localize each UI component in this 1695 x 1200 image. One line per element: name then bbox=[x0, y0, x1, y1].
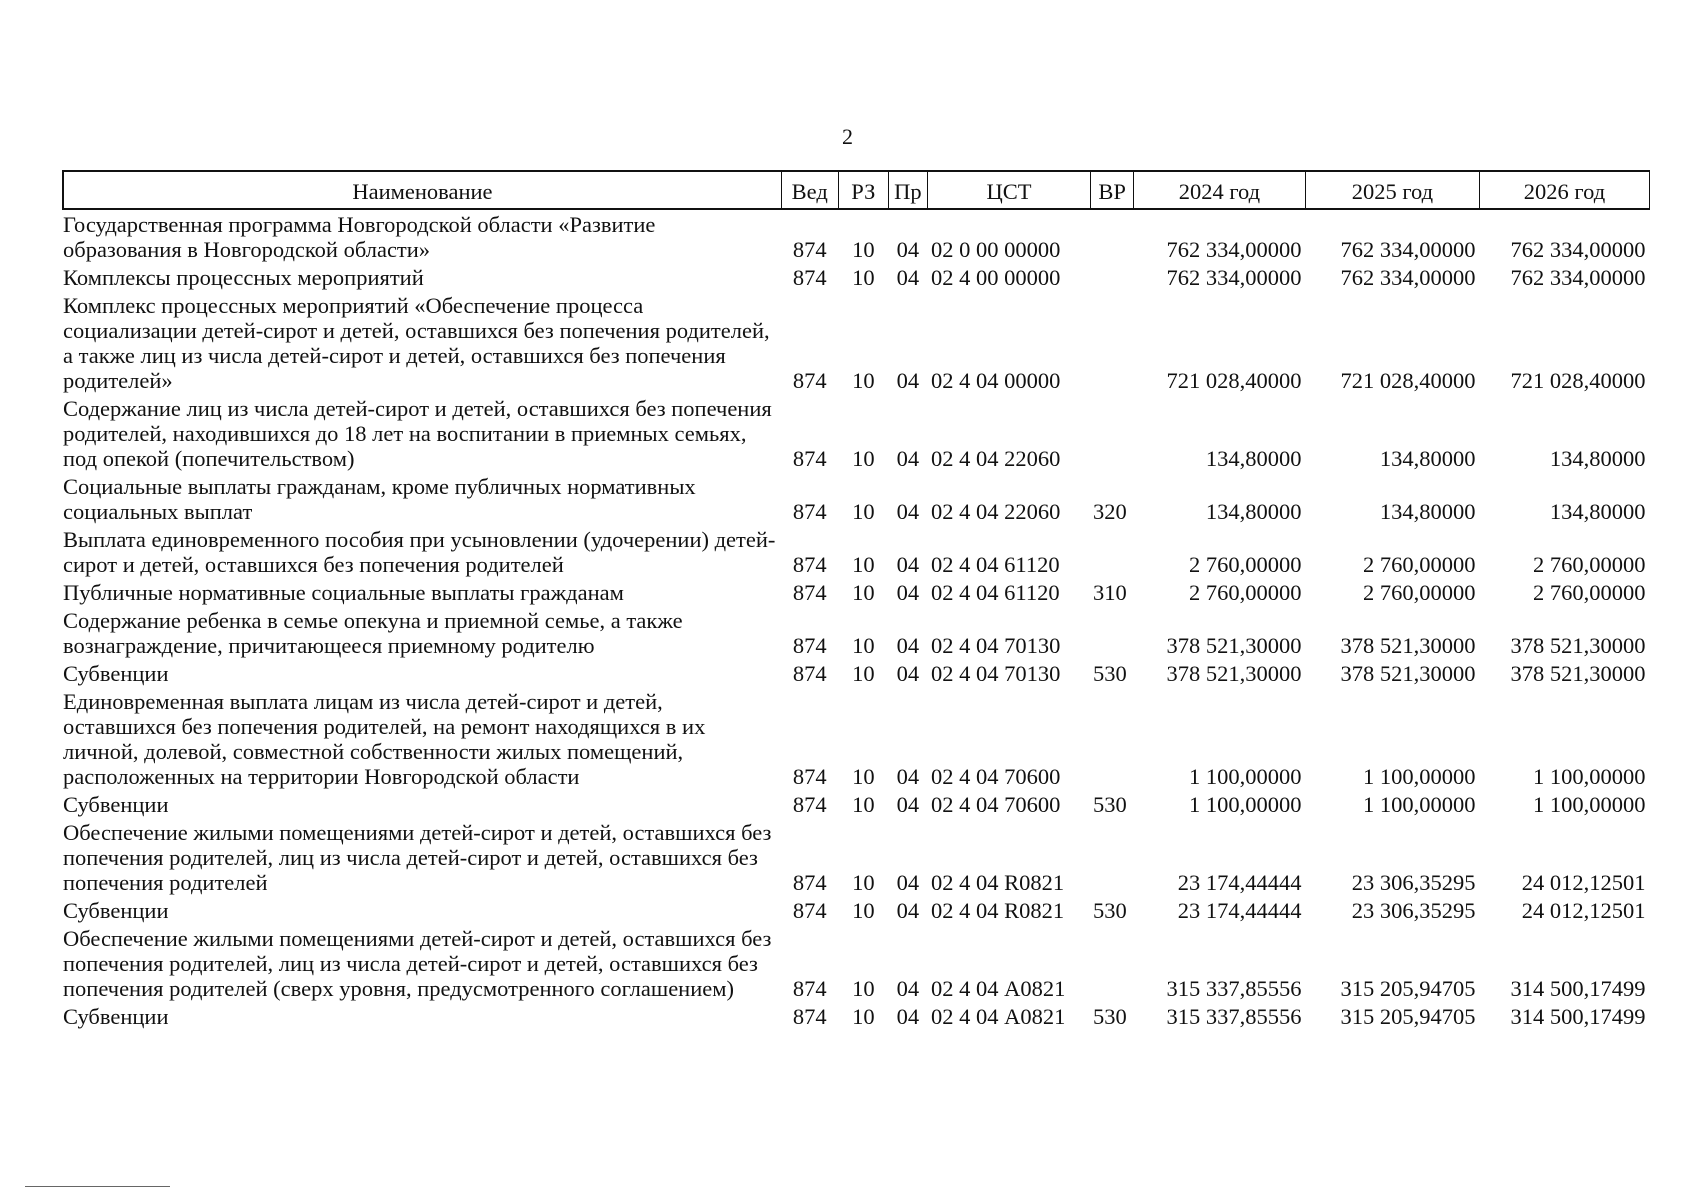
table-header bbox=[63, 171, 1650, 209]
row-rz: 10 bbox=[852, 1004, 875, 1029]
row-cst: 02 4 04 70600 bbox=[931, 764, 1061, 789]
table-row bbox=[63, 525, 1650, 578]
row-name: Субвенции bbox=[63, 1004, 169, 1029]
header-2026: 2026 год bbox=[1479, 171, 1649, 209]
row-vr bbox=[1091, 606, 1133, 659]
row-vr bbox=[1091, 209, 1133, 263]
row-cst: 02 0 00 00000 bbox=[931, 237, 1061, 262]
row-ved: 874 bbox=[792, 499, 827, 524]
row-amount-2026: 721 028,40000 bbox=[1510, 368, 1646, 393]
row-amount-2025: 762 334,00000 bbox=[1340, 265, 1476, 290]
table-row bbox=[63, 209, 1650, 263]
row-amount-2024: 378 521,30000 bbox=[1166, 633, 1302, 658]
row-pr: 04 bbox=[896, 633, 920, 658]
row-amount-2025: 23 306,35295 bbox=[1351, 870, 1476, 895]
row-cst: 02 4 04 70130 bbox=[931, 661, 1061, 686]
row-vr bbox=[1091, 394, 1133, 472]
table-row bbox=[63, 578, 1650, 606]
row-amount-2026: 762 334,00000 bbox=[1510, 237, 1646, 262]
row-name: Обеспечение жилыми помещениями детей-сирот и детей, оставшихся без попечения родителей, лиц из числа детей-сирот и детей, оставшихся без попечения родителей bbox=[63, 820, 772, 895]
row-pr: 04 bbox=[896, 499, 920, 524]
row-pr: 04 bbox=[896, 580, 920, 605]
row-cst: 02 4 04 R0821 bbox=[931, 870, 1065, 895]
header-name: Наименование bbox=[63, 171, 781, 209]
row-name: Субвенции bbox=[63, 792, 169, 817]
row-amount-2024: 134,80000 bbox=[1205, 446, 1302, 471]
row-pr: 04 bbox=[896, 552, 920, 577]
row-ved: 874 bbox=[792, 552, 827, 577]
footer-divider bbox=[25, 1186, 170, 1187]
row-rz: 10 bbox=[852, 265, 875, 290]
header-cst: ЦСТ bbox=[927, 171, 1091, 209]
row-amount-2024: 134,80000 bbox=[1205, 499, 1302, 524]
row-pr: 04 bbox=[896, 898, 920, 923]
row-vr bbox=[1091, 924, 1133, 1002]
row-amount-2026: 762 334,00000 bbox=[1510, 265, 1646, 290]
row-ved: 874 bbox=[792, 976, 827, 1001]
row-vr bbox=[1091, 818, 1133, 896]
row-amount-2026: 2 760,00000 bbox=[1533, 580, 1646, 605]
row-cst: 02 4 04 61120 bbox=[931, 552, 1060, 577]
row-amount-2026: 378 521,30000 bbox=[1510, 661, 1646, 686]
row-amount-2026: 134,80000 bbox=[1549, 499, 1646, 524]
row-rz: 10 bbox=[852, 898, 875, 923]
row-rz: 10 bbox=[852, 552, 875, 577]
row-cst: 02 4 04 61120 bbox=[931, 580, 1060, 605]
row-amount-2025: 315 205,94705 bbox=[1340, 976, 1476, 1001]
row-rz: 10 bbox=[852, 633, 875, 658]
row-amount-2026: 378 521,30000 bbox=[1510, 633, 1646, 658]
row-amount-2025: 134,80000 bbox=[1379, 446, 1476, 471]
row-amount-2025: 1 100,00000 bbox=[1362, 764, 1476, 789]
row-cst: 02 4 04 00000 bbox=[931, 368, 1061, 393]
table-row bbox=[63, 394, 1650, 472]
budget-table bbox=[62, 170, 1650, 1030]
row-name: Субвенции bbox=[63, 661, 169, 686]
row-ved: 874 bbox=[792, 580, 827, 605]
row-ved: 874 bbox=[792, 265, 827, 290]
table-row bbox=[63, 472, 1650, 525]
header-vr: ВР bbox=[1091, 171, 1133, 209]
row-amount-2024: 378 521,30000 bbox=[1166, 661, 1302, 686]
row-rz: 10 bbox=[852, 976, 875, 1001]
row-amount-2024: 2 760,00000 bbox=[1188, 580, 1302, 605]
row-cst: 02 4 04 70130 bbox=[931, 633, 1061, 658]
row-amount-2026: 2 760,00000 bbox=[1533, 552, 1646, 577]
header-2024: 2024 год bbox=[1133, 171, 1305, 209]
row-vr bbox=[1091, 263, 1133, 291]
row-vr: 530 bbox=[1092, 898, 1127, 923]
table-row bbox=[63, 790, 1650, 818]
row-cst: 02 4 04 22060 bbox=[931, 499, 1061, 524]
row-pr: 04 bbox=[896, 446, 920, 471]
row-amount-2026: 1 100,00000 bbox=[1533, 792, 1646, 817]
row-amount-2025: 2 760,00000 bbox=[1362, 552, 1476, 577]
row-amount-2026: 314 500,17499 bbox=[1510, 1004, 1646, 1029]
row-name: Содержание ребенка в семье опекуна и приемной семье, а также вознаграждение, причитающееся приемному родителю bbox=[63, 608, 683, 658]
table-row bbox=[63, 687, 1650, 790]
row-rz: 10 bbox=[852, 870, 875, 895]
header-pr: Пр bbox=[889, 171, 927, 209]
row-pr: 04 bbox=[896, 265, 920, 290]
row-rz: 10 bbox=[852, 792, 875, 817]
row-amount-2024: 23 174,44444 bbox=[1177, 870, 1302, 895]
row-name: Комплексы процессных мероприятий bbox=[63, 265, 424, 290]
row-cst: 02 4 04 R0821 bbox=[931, 898, 1065, 923]
row-pr: 04 bbox=[896, 792, 920, 817]
row-name: Обеспечение жилыми помещениями детей-сирот и детей, оставшихся без попечения родителей, лиц из числа детей-сирот и детей, оставшихся без попечения родителей (сверх уровня, предусмотренного соглашением) bbox=[63, 926, 772, 1001]
row-name: Содержание лиц из числа детей-сирот и детей, оставшихся без попечения родителей, находившихся до 18 лет на воспитании в приемных семьях, под опекой (попечительством) bbox=[63, 396, 772, 471]
row-amount-2024: 1 100,00000 bbox=[1188, 764, 1302, 789]
row-amount-2025: 762 334,00000 bbox=[1340, 237, 1476, 262]
header-rz: РЗ bbox=[838, 171, 889, 209]
table-row bbox=[63, 924, 1650, 1002]
table-row bbox=[63, 659, 1650, 687]
row-name: Выплата единовременного пособия при усыновлении (удочерении) детей-сирот и детей, оставшихся без попечения родителей bbox=[63, 527, 776, 577]
row-cst: 02 4 04 А0821 bbox=[931, 1004, 1066, 1029]
row-cst: 02 4 04 А0821 bbox=[931, 976, 1066, 1001]
row-vr: 310 bbox=[1092, 580, 1127, 605]
table-row bbox=[63, 818, 1650, 896]
row-pr: 04 bbox=[896, 764, 920, 789]
row-pr: 04 bbox=[896, 976, 920, 1001]
row-name: Публичные нормативные социальные выплаты гражданам bbox=[63, 580, 624, 605]
row-amount-2024: 762 334,00000 bbox=[1166, 265, 1302, 290]
row-cst: 02 4 04 70600 bbox=[931, 792, 1061, 817]
table-row bbox=[63, 263, 1650, 291]
row-vr: 320 bbox=[1092, 499, 1127, 524]
row-name: Государственная программа Новгородской области «Развитие образования в Новгородской области» bbox=[63, 212, 656, 262]
row-cst: 02 4 00 00000 bbox=[931, 265, 1061, 290]
row-amount-2025: 1 100,00000 bbox=[1362, 792, 1476, 817]
row-ved: 874 bbox=[792, 446, 827, 471]
row-pr: 04 bbox=[896, 1004, 920, 1029]
row-ved: 874 bbox=[792, 1004, 827, 1029]
row-amount-2025: 721 028,40000 bbox=[1340, 368, 1476, 393]
row-amount-2025: 378 521,30000 bbox=[1340, 633, 1476, 658]
header-ved: Вед bbox=[781, 171, 838, 209]
row-amount-2026: 1 100,00000 bbox=[1533, 764, 1646, 789]
row-rz: 10 bbox=[852, 368, 875, 393]
row-ved: 874 bbox=[792, 870, 827, 895]
row-name: Единовременная выплата лицам из числа детей-сирот и детей, оставшихся без попечения родителей, на ремонт находящихся в их личной, долевой, совместной собственности жилых помещений, расположенных на территории Новгородской области bbox=[63, 689, 706, 789]
row-amount-2024: 23 174,44444 bbox=[1177, 898, 1302, 923]
row-vr bbox=[1091, 687, 1133, 790]
row-amount-2025: 2 760,00000 bbox=[1362, 580, 1476, 605]
row-vr: 530 bbox=[1092, 792, 1127, 817]
row-amount-2026: 24 012,12501 bbox=[1521, 870, 1646, 895]
row-amount-2025: 23 306,35295 bbox=[1351, 898, 1476, 923]
table-body bbox=[63, 209, 1650, 1030]
row-vr bbox=[1091, 291, 1133, 394]
row-ved: 874 bbox=[792, 237, 827, 262]
row-vr bbox=[1091, 525, 1133, 578]
row-ved: 874 bbox=[792, 633, 827, 658]
row-vr: 530 bbox=[1092, 1004, 1127, 1029]
row-amount-2026: 24 012,12501 bbox=[1521, 898, 1646, 923]
row-amount-2024: 762 334,00000 bbox=[1166, 237, 1302, 262]
row-rz: 10 bbox=[852, 446, 875, 471]
row-ved: 874 bbox=[792, 661, 827, 686]
row-amount-2024: 315 337,85556 bbox=[1166, 976, 1302, 1001]
row-ved: 874 bbox=[792, 764, 827, 789]
header-2025: 2025 год bbox=[1305, 171, 1479, 209]
row-ved: 874 bbox=[792, 898, 827, 923]
row-amount-2026: 134,80000 bbox=[1549, 446, 1646, 471]
row-pr: 04 bbox=[896, 237, 920, 262]
row-amount-2025: 315 205,94705 bbox=[1340, 1004, 1476, 1029]
row-rz: 10 bbox=[852, 237, 875, 262]
row-amount-2025: 134,80000 bbox=[1379, 499, 1476, 524]
row-pr: 04 bbox=[896, 661, 920, 686]
row-amount-2024: 1 100,00000 bbox=[1188, 792, 1302, 817]
page-number: 2 bbox=[842, 124, 853, 149]
row-rz: 10 bbox=[852, 764, 875, 789]
row-name: Субвенции bbox=[63, 898, 169, 923]
row-rz: 10 bbox=[852, 499, 875, 524]
row-ved: 874 bbox=[792, 368, 827, 393]
row-cst: 02 4 04 22060 bbox=[931, 446, 1061, 471]
row-amount-2024: 721 028,40000 bbox=[1166, 368, 1302, 393]
table-row bbox=[63, 1002, 1650, 1030]
table-row bbox=[63, 896, 1650, 924]
row-amount-2024: 315 337,85556 bbox=[1166, 1004, 1302, 1029]
row-ved: 874 bbox=[792, 792, 827, 817]
row-vr: 530 bbox=[1092, 661, 1127, 686]
row-pr: 04 bbox=[896, 368, 920, 393]
row-name: Комплекс процессных мероприятий «Обеспечение процесса социализации детей-сирот и детей, оставшихся без попечения родителей, а также лиц из числа детей-сирот и детей, оставшихся без попечения родителей» bbox=[63, 293, 770, 393]
row-amount-2024: 2 760,00000 bbox=[1188, 552, 1302, 577]
table-row bbox=[63, 291, 1650, 394]
row-amount-2025: 378 521,30000 bbox=[1340, 661, 1476, 686]
row-pr: 04 bbox=[896, 870, 920, 895]
row-rz: 10 bbox=[852, 580, 875, 605]
table-row bbox=[63, 606, 1650, 659]
row-rz: 10 bbox=[852, 661, 875, 686]
row-amount-2026: 314 500,17499 bbox=[1510, 976, 1646, 1001]
row-name: Социальные выплаты гражданам, кроме публичных нормативных социальных выплат bbox=[63, 474, 696, 524]
